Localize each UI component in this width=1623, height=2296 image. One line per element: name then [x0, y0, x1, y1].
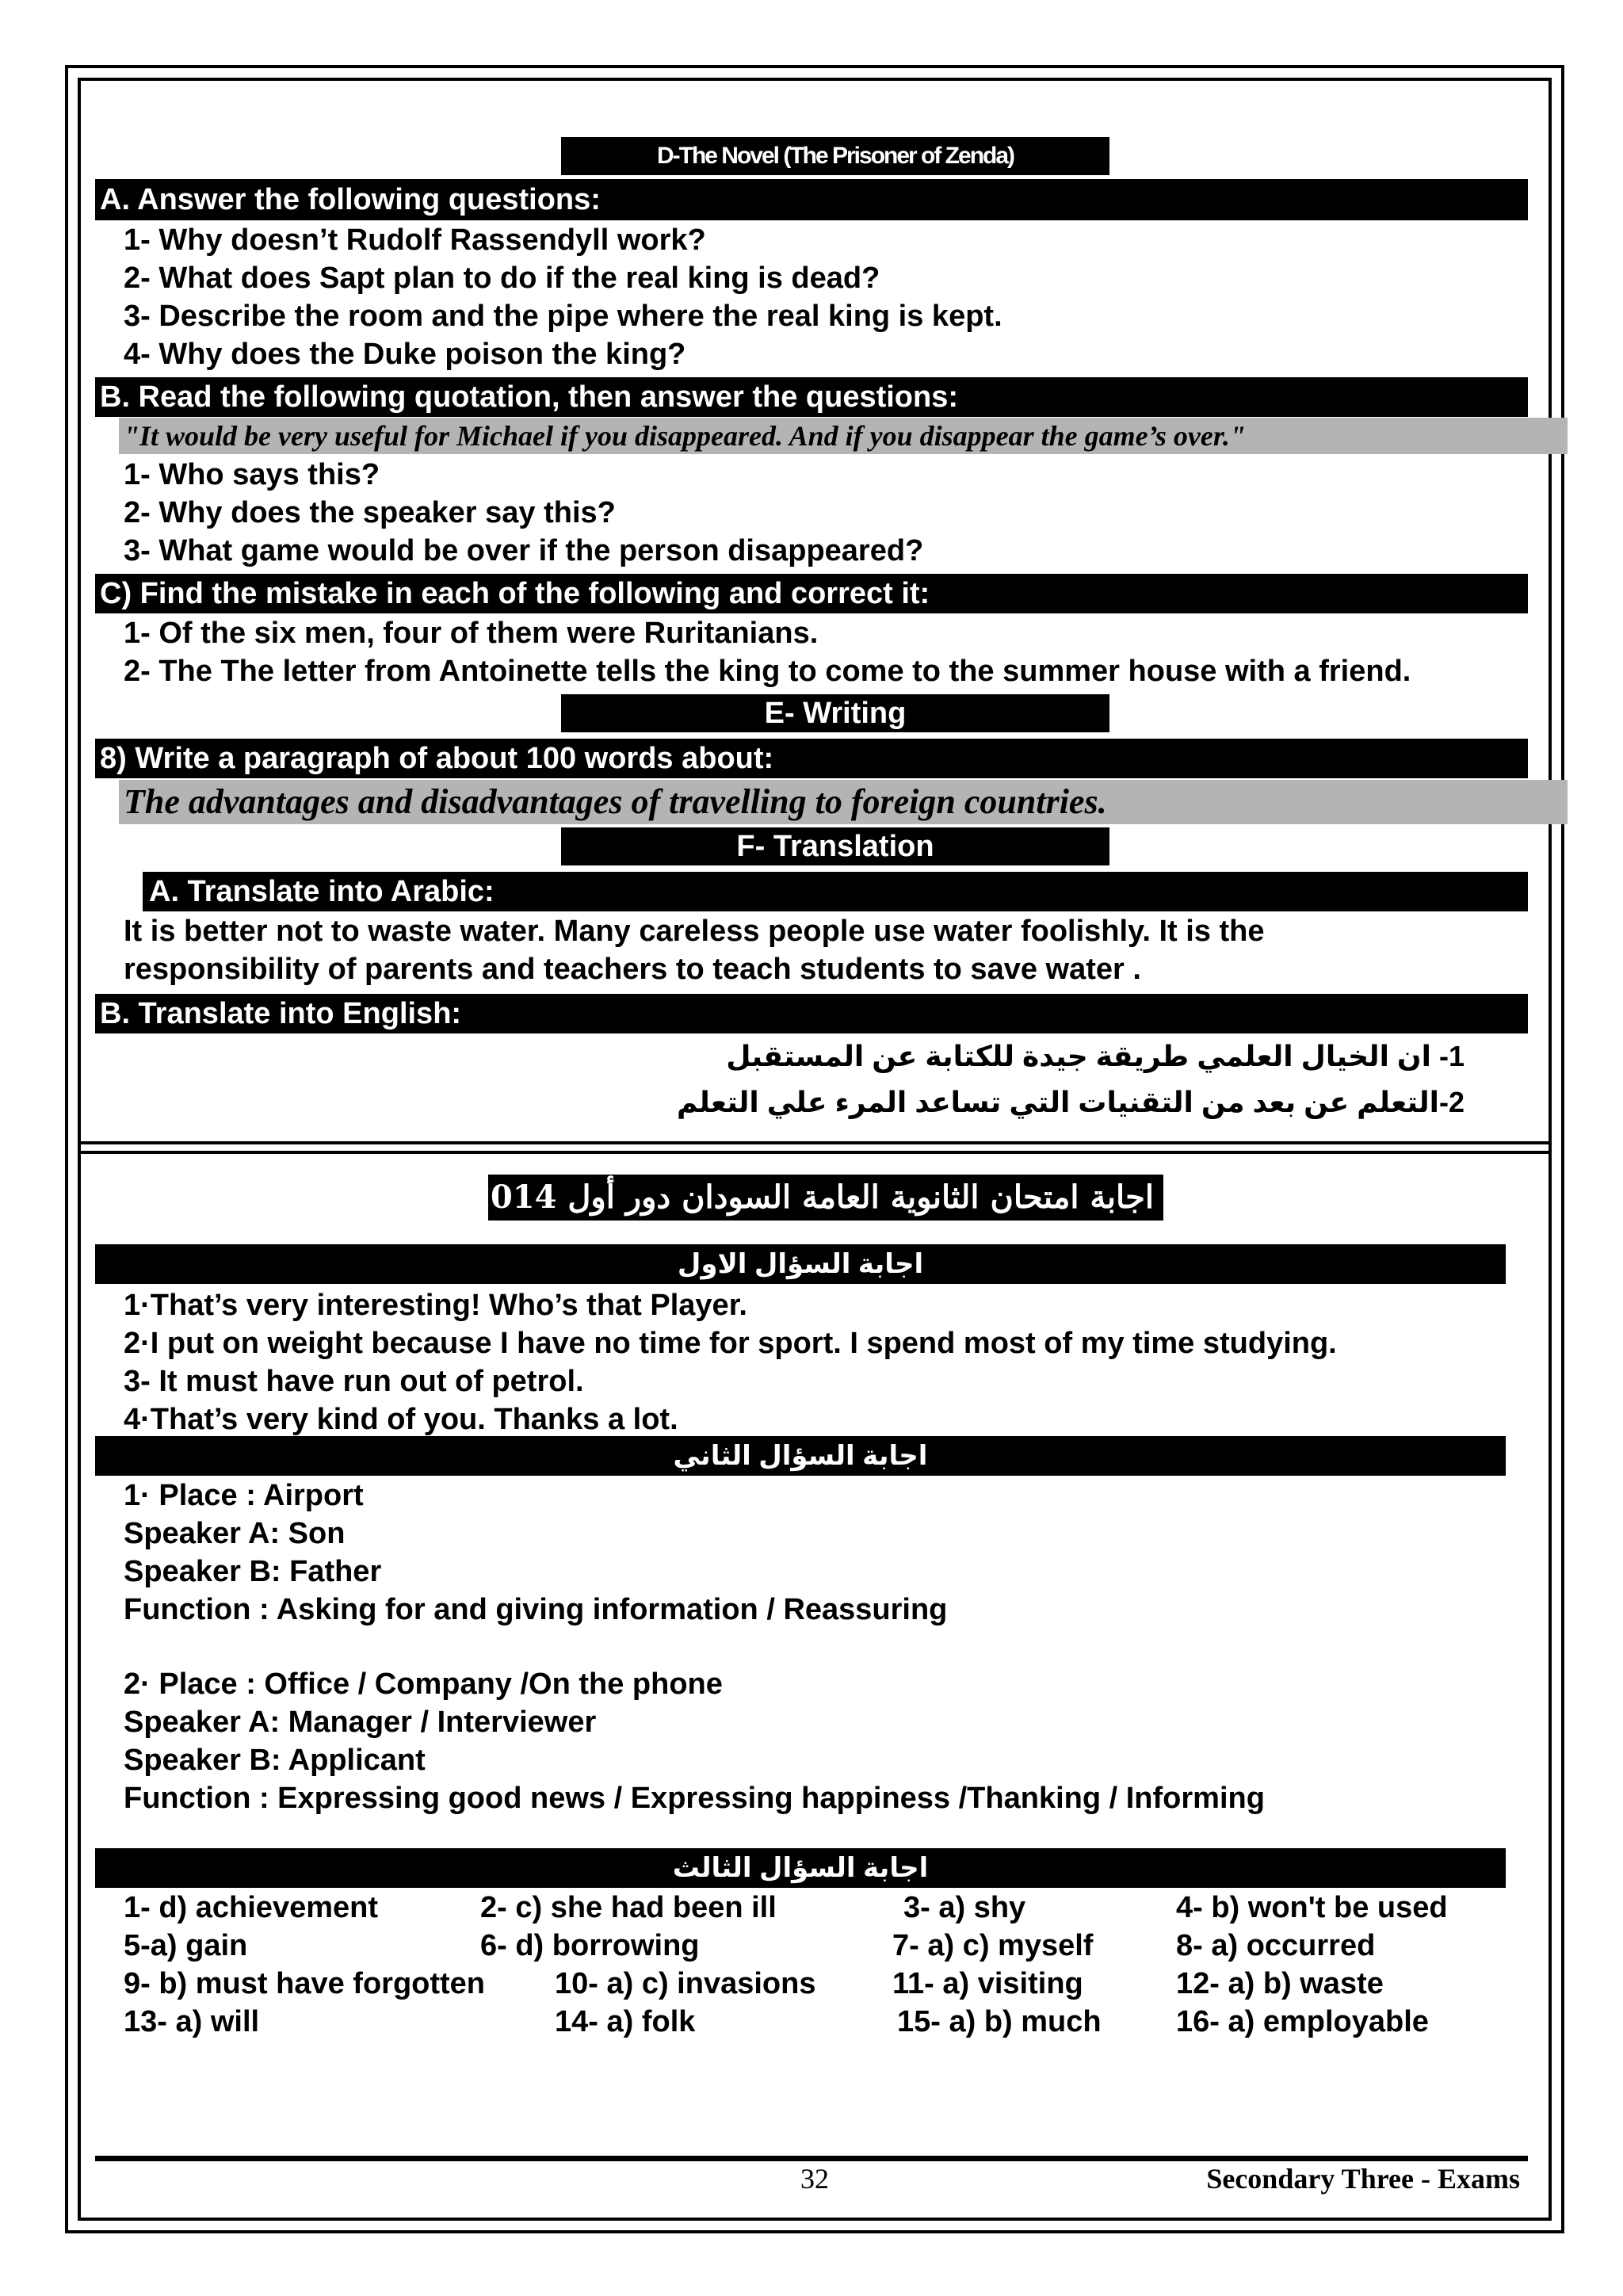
section-b-heading: B. Read the following quotation, then answer the questions: [95, 377, 1528, 417]
answer-cell: 12- a) b) waste [1176, 1967, 1384, 2000]
answer-item: 1·That’s very interesting! Who’s that Player. [124, 1289, 747, 1322]
question-item: 2- Why does the speaker say this? [124, 496, 616, 529]
translation-title: F- Translation [561, 827, 1109, 865]
question-item: 1- Who says this? [124, 458, 380, 491]
novel-title: D-The Novel (The Prisoner of Zenda) [561, 137, 1109, 175]
dialogue-line: Speaker A: Son [124, 1517, 346, 1550]
arabic-sentence: 2-التعلم عن بعد من التقنيات التي تساعد المرء علي التعلم [676, 1086, 1465, 1118]
answer-cell: 2- c) she had been ill [480, 1891, 777, 1924]
answer-cell: 13- a) will [124, 2005, 260, 2038]
writing-title: E- Writing [561, 694, 1109, 732]
dialogue-line: Speaker B: Father [124, 1555, 382, 1588]
answer-cell: 15- a) b) much [897, 2005, 1102, 2038]
answer-cell: 7- a) c) myself [892, 1929, 1094, 1962]
answer-cell: 11- a) visiting [892, 1967, 1083, 2000]
translation-text-line: responsibility of parents and teachers to teach students to save water . [124, 953, 1141, 986]
dialogue-line: 1· Place : Airport [124, 1479, 364, 1512]
answer-cell: 8- a) occurred [1176, 1929, 1376, 1962]
question-item: 3- Describe the room and the pipe where the real king is kept. [124, 300, 1002, 333]
answer-cell: 14- a) folk [555, 2005, 696, 2038]
section-divider-top [78, 1141, 1552, 1144]
answer-cell: 5-a) gain [124, 1929, 248, 1962]
translate-arabic-heading: A. Translate into Arabic: [143, 872, 1528, 911]
footer-label: Secondary Three - Exams [1206, 2163, 1520, 2195]
writing-heading: 8) Write a paragraph of about 100 words about: [95, 739, 1528, 778]
section-a-heading: A. Answer the following questions: [95, 179, 1528, 220]
question-item: 4- Why does the Duke poison the king? [124, 338, 686, 371]
answer-cell: 3- a) shy [903, 1891, 1026, 1924]
dialogue-line: Speaker B: Applicant [124, 1744, 426, 1777]
answer-cell: 16- a) employable [1176, 2005, 1429, 2038]
question-item: 3- What game would be over if the person disappeared? [124, 534, 924, 567]
answer-item: 3- It must have run out of petrol. [124, 1365, 584, 1398]
dialogue-line: 2· Place : Office / Company /On the phone [124, 1668, 723, 1701]
answer-cell: 1- d) achievement [124, 1891, 378, 1924]
footer-rule [95, 2156, 1528, 2161]
question-item: 1- Of the six men, four of them were Ruritanians. [124, 617, 819, 650]
answer-cell: 10- a) c) invasions [555, 1967, 816, 2000]
translate-english-heading: B. Translate into English: [95, 994, 1528, 1033]
answer-q1-heading: اجابة السؤال الاول [95, 1244, 1506, 1284]
section-divider-bottom [78, 1151, 1552, 1154]
dialogue-line: Speaker A: Manager / Interviewer [124, 1706, 597, 1739]
answer-cell: 6- d) borrowing [480, 1929, 700, 1962]
section-c-heading: C) Find the mistake in each of the following and correct it: [95, 574, 1528, 613]
question-item: 2- What does Sapt plan to do if the real king is dead? [124, 262, 880, 295]
page-number: 32 [800, 2163, 829, 2195]
translation-text-line: It is better not to waste water. Many careless people use water foolishly. It is the [124, 915, 1265, 948]
answer-q2-heading: اجابة السؤال الثاني [95, 1436, 1506, 1476]
question-item: 1- Why doesn’t Rudolf Rassendyll work? [124, 223, 706, 257]
answer-q3-heading: اجابة السؤال الثالث [95, 1848, 1506, 1888]
dialogue-line: Function : Expressing good news / Expressing happiness /Thanking / Informing [124, 1782, 1265, 1815]
question-item: 2- The The letter from Antoinette tells the king to come to the summer house with a friend. [124, 655, 1411, 688]
answer-item: 4·That’s very kind of you. Thanks a lot. [124, 1403, 678, 1436]
dialogue-line: Function : Asking for and giving information / Reassuring [124, 1593, 948, 1626]
arabic-sentence: 1- ان الخيال العلمي طريقة جيدة للكتابة عن المستقبل [726, 1040, 1465, 1072]
answer-cell: 4- b) won't be used [1176, 1891, 1448, 1924]
answer-cell: 9- b) must have forgotten [124, 1967, 486, 2000]
quotation: "It would be very useful for Michael if you disappeared. And if you disappear the game’s over." [119, 418, 1568, 454]
answer-item: 2·I put on weight because I have no time for sport. I spend most of my time studying. [124, 1327, 1337, 1360]
writing-topic: The advantages and disadvantages of travelling to foreign countries. [119, 780, 1568, 824]
answers-title: اجابة امتحان الثانوية العامة السودان دور أول 2014 [488, 1175, 1163, 1221]
